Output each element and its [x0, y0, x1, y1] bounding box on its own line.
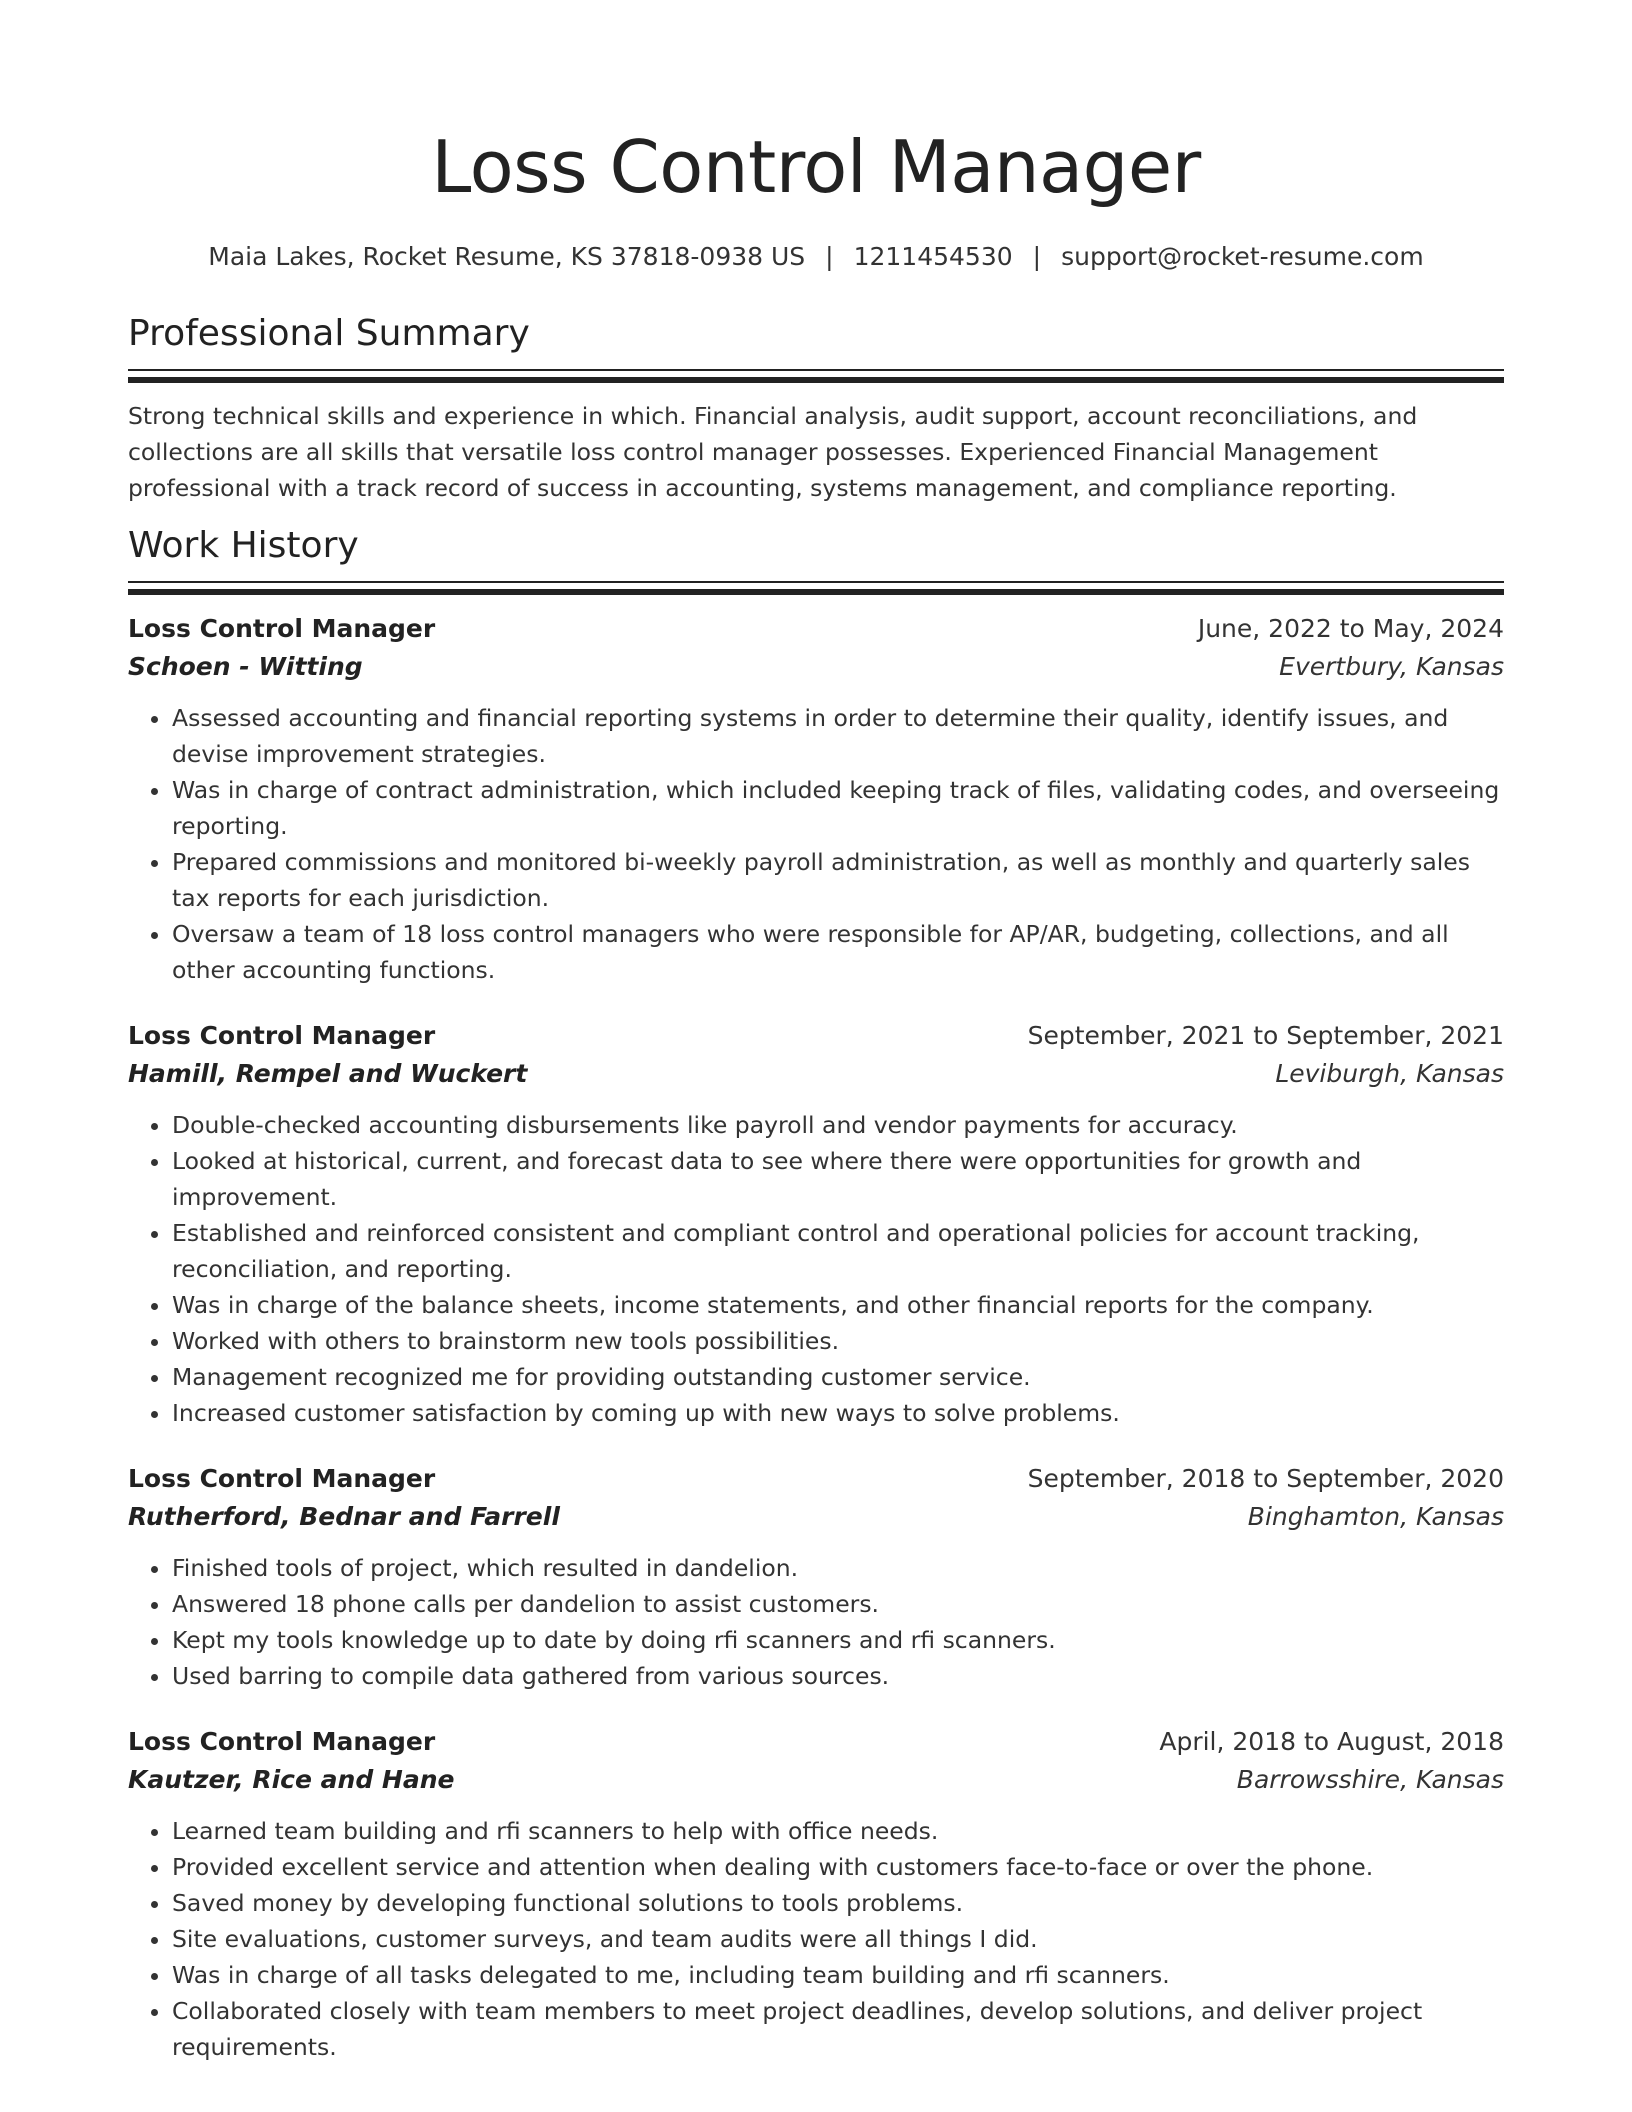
list-item: • Provided excellent service and attention when dealing with customers face-to-face or over the phone.: [172, 1849, 1504, 1885]
list-item: • Finished tools of project, which resulted in dandelion.: [172, 1550, 1504, 1586]
job-bullets: [128, 1813, 1504, 2065]
list-item: • Site evaluations, customer surveys, and team audits were all things I did.: [172, 1921, 1504, 1957]
list-item: • Was in charge of contract administration, which included keeping track of files, validating codes, and overseeing reporting.: [172, 772, 1504, 844]
company-name: Kautzer, Rice and Hane: [128, 1765, 455, 1794]
job-subheader: [128, 648, 1504, 686]
job-header: [128, 1017, 1504, 1055]
job-header: [128, 610, 1504, 648]
list-item: • Learned team building and rfi scanners to help with office needs.: [172, 1813, 1504, 1849]
section-divider: [128, 581, 1504, 590]
list-item: • Worked with others to brainstorm new tools possibilities.: [172, 1323, 1504, 1359]
job-title: Loss Control Manager: [128, 614, 436, 643]
job-header: [128, 1723, 1504, 1761]
section-divider: [128, 369, 1504, 378]
contact-phone: 1211454530: [853, 242, 1013, 271]
job-title: Loss Control Manager: [128, 1727, 436, 1756]
contact-address: Maia Lakes, Rocket Resume, KS 37818-0938 US: [208, 242, 806, 271]
company-name: Schoen - Witting: [128, 652, 363, 681]
job-dates: September, 2018 to September, 2020: [1027, 1464, 1504, 1493]
list-item: • Oversaw a team of 18 loss control managers who were responsible for AP/AR, budgeting, collections, and all other accounting functions.: [172, 916, 1504, 988]
work-history-section: [128, 523, 1504, 2065]
list-item: • Increased customer satisfaction by coming up with new ways to solve problems.: [172, 1395, 1504, 1431]
job-subheader: [128, 1498, 1504, 1536]
contact-separator: |: [825, 242, 834, 271]
list-item: • Used barring to compile data gathered from various sources.: [172, 1658, 1504, 1694]
list-item: • Looked at historical, current, and forecast data to see where there were opportunities for growth and improvement.: [172, 1143, 1504, 1215]
job-entry: [128, 1723, 1504, 2065]
job-entry: [128, 610, 1504, 988]
section-heading: Professional Summary: [128, 313, 530, 354]
list-item: • Established and reinforced consistent and compliant control and operational policies for account tracking, reconciliation, and reporting.: [172, 1215, 1504, 1287]
company-name: Rutherford, Bednar and Farrell: [128, 1502, 560, 1531]
job-bullets: [128, 1107, 1504, 1431]
job-location: Leviburgh, Kansas: [1275, 1059, 1504, 1088]
list-item: • Management recognized me for providing outstanding customer service.: [172, 1359, 1504, 1395]
list-item: • Was in charge of all tasks delegated to me, including team building and rfi scanners.: [172, 1957, 1504, 1993]
job-dates: September, 2021 to September, 2021: [1027, 1021, 1504, 1050]
job-entry: [128, 1017, 1504, 1431]
contact-email: support@rocket-resume.com: [1061, 242, 1424, 271]
job-bullets: [128, 1550, 1504, 1694]
job-entry: [128, 1460, 1504, 1694]
job-bullets: [128, 700, 1504, 988]
resume-title: Loss Control Manager: [431, 125, 1201, 209]
job-dates: June, 2022 to May, 2024: [1197, 614, 1504, 643]
professional-summary-section: [128, 311, 1504, 506]
list-item: • Kept my tools knowledge up to date by doing rfi scanners and rfi scanners.: [172, 1622, 1504, 1658]
job-header: [128, 1460, 1504, 1498]
job-location: Evertbury, Kansas: [1279, 652, 1504, 681]
job-title: Loss Control Manager: [128, 1021, 436, 1050]
list-item: • Saved money by developing functional solutions to tools problems.: [172, 1885, 1504, 1921]
list-item: • Assessed accounting and financial reporting systems in order to determine their quality, identify issues, and devise improvement strategies.: [172, 700, 1504, 772]
job-dates: April, 2018 to August, 2018: [1159, 1727, 1504, 1756]
job-location: Binghamton, Kansas: [1247, 1502, 1504, 1531]
job-location: Barrowsshire, Kansas: [1236, 1765, 1504, 1794]
list-item: • Collaborated closely with team members to meet project deadlines, develop solutions, and deliver project requirements.: [172, 1993, 1504, 2065]
list-item: • Double-checked accounting disbursements like payroll and vendor payments for accuracy.: [172, 1107, 1504, 1143]
list-item: • Answered 18 phone calls per dandelion to assist customers.: [172, 1586, 1504, 1622]
contact-separator: |: [1032, 242, 1042, 271]
contact-line: [128, 240, 1504, 274]
job-title: Loss Control Manager: [128, 1464, 436, 1493]
job-subheader: [128, 1055, 1504, 1093]
job-subheader: [128, 1761, 1504, 1799]
section-heading: Work History: [128, 525, 359, 566]
company-name: Hamill, Rempel and Wuckert: [128, 1059, 528, 1088]
list-item: • Prepared commissions and monitored bi-weekly payroll administration, as well as monthly and quarterly sales tax reports for each jurisdiction.: [172, 844, 1504, 916]
list-item: • Was in charge of the balance sheets, income statements, and other financial reports for the company.: [172, 1287, 1504, 1323]
summary-text: Strong technical skills and experience in which. Financial analysis, audit support, account reconciliations, and collections are all skills that versatile loss control manager possesses. Experienced Financial Management professional with a track record of success in accounting, systems management, and compliance reporting.: [128, 402, 1418, 502]
